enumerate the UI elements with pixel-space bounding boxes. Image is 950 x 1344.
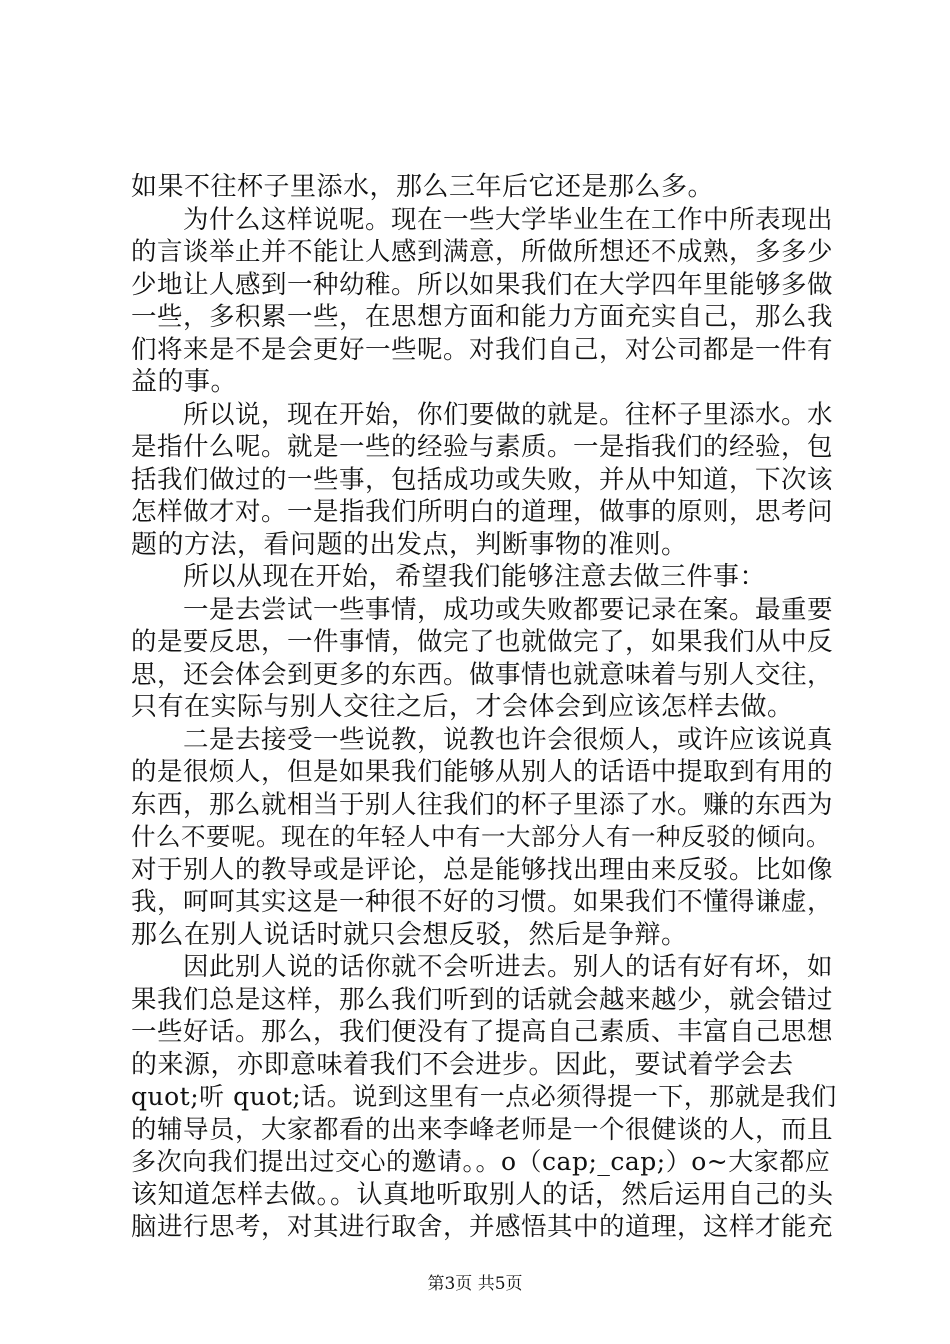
text-line: quot;听 quot;话。说到这里有一点必须得提一下，那就是我们 — [131, 1082, 837, 1111]
text-line: 一些好话。那么，我们便没有了提高自己素质、丰富自己思想 — [131, 1017, 834, 1047]
text-line: 的辅导员，大家都看的出来李峰老师是一个很健谈的人，而且 — [131, 1114, 834, 1145]
text-line: 们将来是不是会更好一些呢。对我们自己，对公司都是一件有 — [131, 334, 834, 365]
text-line: 如果不往杯子里添水，那么三年后它还是那么多。 — [131, 172, 715, 202]
text-line: 该知道怎样去做。。认真地听取别人的话，然后运用自己的头 — [131, 1179, 834, 1210]
text-line: 二是去接受一些说教，说教也许会很烦人，或许应该说真 — [183, 724, 834, 755]
text-line: 所以从现在开始，希望我们能够注意去做三件事： — [183, 562, 767, 592]
text-line: 是指什么呢。就是一些的经验与素质。一是指我们的经验，包 — [131, 432, 834, 462]
text-line: 的是要反思，一件事情，做完了也就做完了，如果我们从中反 — [131, 627, 834, 657]
text-line: 怎样做才对。一是指我们所明白的道理，做事的原则，思考问 — [131, 497, 834, 527]
text-line: 的来源，亦即意味着我们不会进步。因此，要试着学会去 — [131, 1049, 794, 1080]
text-line: 一是去尝试一些事情，成功或失败都要记录在案。最重要 — [183, 594, 834, 625]
text-line: 为什么这样说呢。现在一些大学毕业生在工作中所表现出 — [183, 204, 834, 235]
text-line: 什么不要呢。现在的年轻人中有一大部分人有一种反驳的倾向。 — [131, 822, 831, 851]
text-line: 益的事。 — [131, 367, 238, 397]
text-line: 所以说，现在开始，你们要做的就是。往杯子里添水。水 — [183, 399, 834, 430]
page-footer: 第3页 共5页 — [427, 1274, 523, 1294]
text-line: 东西，那么就相当于别人往我们的杯子里添了水。赚的东西为 — [131, 789, 834, 820]
text-line: 一些，多积累一些，在思想方面和能力方面充实自己，那么我 — [131, 302, 834, 332]
text-line: 那么在别人说话时就只会想反驳，然后是争辩。 — [131, 919, 688, 950]
text-line: 多次向我们提出过交心的邀请。。o（cap;_cap;）o~大家都应 — [131, 1147, 831, 1176]
text-line: 我，呵呵其实这是一种很不好的习惯。如果我们不懂得谦虚， — [131, 887, 834, 917]
text-line: 少地让人感到一种幼稚。所以如果我们在大学四年里能够多做 — [131, 269, 834, 300]
text-line: 只有在实际与别人交往之后，才会体会到应该怎样去做。 — [131, 692, 794, 722]
document-body — [131, 171, 843, 1244]
text-line: 对于别人的教导或是评论，总是能够找出理由来反驳。比如像 — [131, 854, 834, 885]
text-line: 脑进行思考，对其进行取舍，并感悟其中的道理，这样才能充 — [131, 1212, 834, 1242]
text-line: 因此别人说的话你就不会听进去。别人的话有好有坏，如 — [183, 952, 834, 982]
text-line: 题的方法，看问题的出发点，判断事物的准则。 — [131, 529, 688, 560]
text-line: 括我们做过的一些事，包括成功或失败，并从中知道，下次该 — [131, 464, 834, 495]
text-line: 的是很烦人，但是如果我们能够从别人的话语中提取到有用的 — [131, 757, 834, 787]
text-line: 的言谈举止并不能让人感到满意，所做所想还不成熟，多多少 — [131, 237, 834, 267]
text-line: 果我们总是这样，那么我们听到的话就会越来越少，就会错过 — [131, 984, 834, 1015]
text-line: 思，还会体会到更多的东西。做事情也就意味着与别人交往， — [131, 659, 834, 690]
